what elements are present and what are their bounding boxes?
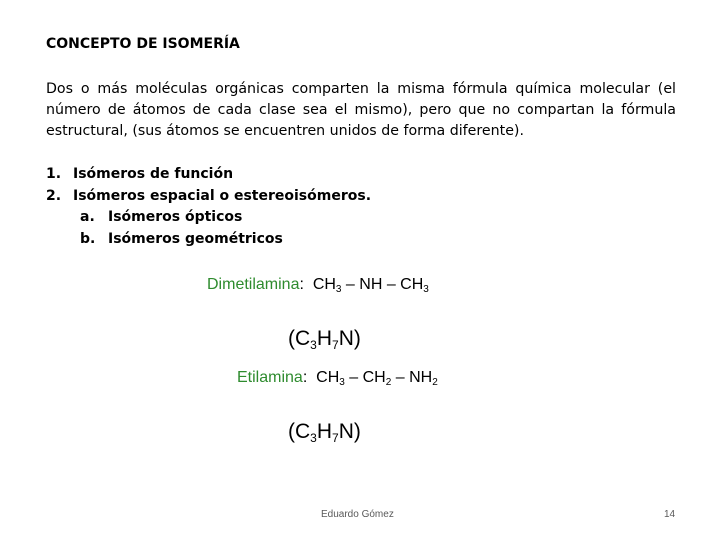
definition-paragraph: Dos o más moléculas orgánicas comparten la misma fórmula química molecular (el número de átomos de cada clase sea el mismo), pero que no compartan la fórmula estructural, (sus átomos se encuentren unidos de forma diferente). <box>46 81 676 139</box>
list-label: Isómeros de función <box>73 166 234 182</box>
compound-name: Dimetilamina <box>207 276 300 293</box>
sublist-letter: b. <box>80 230 96 247</box>
page-title: CONCEPTO DE ISOMERÍA <box>46 36 240 52</box>
dimetilamina-formula: Dimetilamina: $CH_3$ – NH – $CH_3$ <box>207 276 429 295</box>
page-number: 14 <box>664 509 676 520</box>
footer-author: Eduardo Gómez <box>321 509 394 520</box>
list-label: Isómeros espacial o estereoisómeros. <box>73 187 372 204</box>
list-number: 2. <box>46 187 62 204</box>
sublist-label: Isómeros geométricos <box>108 230 283 247</box>
sublist-label: Isómeros ópticos <box>108 209 243 225</box>
molecular-formula-1: $(C_3H_7N)$ <box>288 327 361 352</box>
sublist-item <box>46 207 371 229</box>
sublist-letter: a. <box>80 209 95 225</box>
list-item <box>46 186 371 208</box>
list-item <box>46 164 371 186</box>
isomer-type-list <box>46 164 371 250</box>
sublist-item <box>46 229 371 251</box>
etilamina-formula: Etilamina: $CH_3 - CH_2 - NH_2$ <box>237 369 438 388</box>
list-number: 1. <box>46 166 62 182</box>
molecular-formula-2: $(C_3H_7N)$ <box>288 420 361 445</box>
compound-name: Etilamina <box>237 369 303 386</box>
